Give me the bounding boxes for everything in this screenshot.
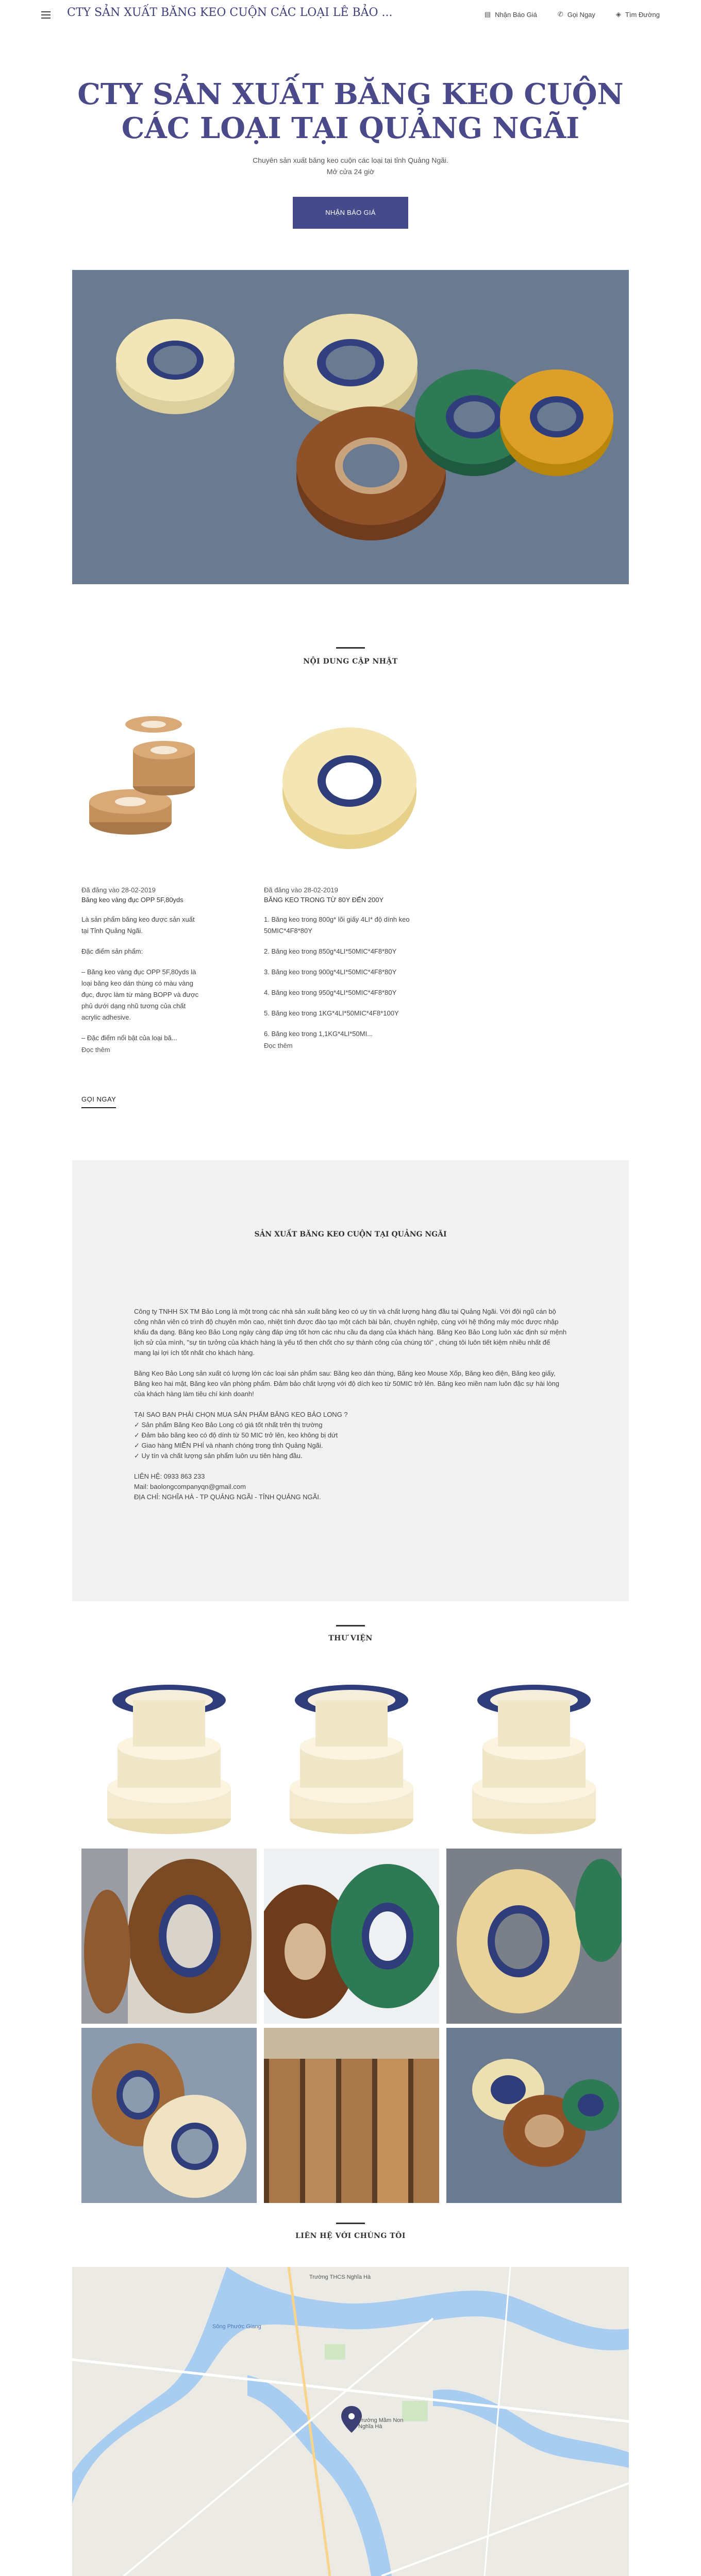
about-body bbox=[134, 1307, 567, 1502]
map-label-river: Sông Phước Giang bbox=[212, 2324, 261, 2330]
top-bar bbox=[0, 0, 701, 31]
post-2-body bbox=[264, 914, 434, 1040]
hamburger-menu-icon[interactable] bbox=[41, 11, 51, 19]
post-2-image[interactable] bbox=[264, 693, 435, 865]
get-quote-button[interactable]: NHẬN BÁO GIÁ bbox=[293, 197, 408, 229]
post-1-read-more-link[interactable]: Đọc thêm bbox=[81, 1046, 110, 1054]
post-2-read-more-link[interactable]: Đọc thêm bbox=[264, 1042, 293, 1049]
gallery-image[interactable] bbox=[264, 1669, 439, 1844]
hero-title bbox=[52, 77, 649, 145]
about-list-heading: TẠI SAO BẠN PHẢI CHỌN MUA SẢN PHẨM BĂNG KEO BẢO LONG ? bbox=[134, 1411, 348, 1418]
about-list-item: ✓ Sản phẩm Băng Keo Bảo Long có giá tốt nhất trên thị trường bbox=[134, 1421, 323, 1429]
directions-icon: ◈ bbox=[615, 10, 621, 18]
site-title[interactable]: CTY SẢN XUẤT BĂNG KEO CUỘN CÁC LOẠI LÊ BẢO ... bbox=[67, 6, 393, 19]
map-label-school: Trường THCS Nghĩa Hà bbox=[309, 2274, 371, 2280]
post-1-paragraph: – Băng keo vàng đục OPP 5F,80yds là loại băng keo dán thùng có màu vàng đục, được làm từ màng BOPP và được phủ dưới dạng nhũ tương của chất acrylic adhesive. bbox=[81, 968, 199, 1021]
post-1-date: Đã đăng vào 28-02-2019 bbox=[81, 886, 156, 894]
nav-directions-label: Tìm Đường bbox=[625, 10, 660, 19]
location-map[interactable] bbox=[72, 2267, 629, 2576]
gallery-image[interactable] bbox=[81, 1669, 257, 1844]
about-list-item: ✓ Uy tín và chất lượng sản phẩm luôn ưu tiên hàng đầu. bbox=[134, 1452, 303, 1460]
about-contact-address: ĐỊA CHỈ: NGHĨA HÀ - TP QUẢNG NGÃI - TỈNH QUẢNG NGÃI. bbox=[134, 1493, 321, 1501]
post-2-paragraph: 5. Băng keo trong 1KG*4LI*50MIC*4F8*100Y bbox=[264, 1009, 399, 1017]
hero-subtitle-line-1: Chuyên sản xuất băng keo cuộn các loại tại tỉnh Quảng Ngãi. bbox=[253, 156, 448, 164]
post-1-title[interactable]: Băng keo vàng đục OPP 5F,80yds bbox=[81, 896, 183, 904]
about-contact-phone: LIÊN HỆ: 0933 863 233 bbox=[134, 1472, 205, 1480]
post-1-paragraph: Là sản phẩm băng keo được sản xuất tại Tỉnh Quảng Ngãi. bbox=[81, 916, 195, 935]
hero-tape-image bbox=[72, 270, 629, 584]
post-2-paragraph: 3. Băng keo trong 900g*4LI*50MIC*4F8*80Y bbox=[264, 968, 397, 976]
post-2 bbox=[264, 886, 434, 1049]
about-paragraph: Công ty TNHH SX TM Bảo Long là một trong các nhà sản xuất băng keo có uy tín và chất lượng hàng đầu tại Quảng Ngãi. Với đội ngũ cán bộ công nhân viên có trình độ chuyên môn cao, nhiệt tình được đào tạo một cách bài bản, chuyên nghiệp, cùng với hệ thống máy móc được nhập khẩu đa dạng. Băng keo Bảo Long ngày càng đáp ứng tốt hơn các nhu cầu đa dạng của khách hàng. Băng Keo Bảo Long luôn xác định sứ mệnh lịch sử của mình, "sự tin tưởng của khách hàng là yếu tố then chốt cho sự thành công của chúng tôi" , chúng tôi luôn tiết kiệm nhiều nhất để mang lại lợi ích tốt nhất cho khách hàng. bbox=[134, 1308, 567, 1357]
post-1 bbox=[81, 886, 252, 1054]
gallery-image[interactable] bbox=[446, 2028, 622, 2203]
hero-title-line-1: CTY SẢN XUẤT BĂNG KEO CUỘN bbox=[77, 77, 624, 111]
about-list-item: ✓ Giao hàng MIỄN PHÍ và nhanh chóng trong tỉnh Quảng Ngãi. bbox=[134, 1442, 323, 1449]
gallery-divider bbox=[336, 1625, 365, 1626]
post-2-paragraph: 6. Băng keo trong 1,1KG*4LI*50MI... bbox=[264, 1030, 373, 1038]
nav-call-link[interactable] bbox=[558, 10, 595, 19]
phone-icon: ✆ bbox=[557, 10, 563, 18]
post-1-paragraph: Đặc điểm sản phẩm: bbox=[81, 947, 143, 955]
about-contact-mail: Mail: baolongcompanyqn@gmail.com bbox=[134, 1483, 246, 1490]
post-1-image[interactable] bbox=[81, 693, 200, 857]
post-2-paragraph: 4. Băng keo trong 950g*4LI*50MIC*4F8*80Y bbox=[264, 989, 397, 996]
post-1-paragraph: – Đặc điểm nổi bật của loại bă... bbox=[81, 1034, 177, 1042]
gallery-image[interactable] bbox=[81, 1849, 257, 2024]
updates-heading: NỘI DUNG CẬP NHẬT bbox=[303, 657, 398, 666]
quote-icon: ▤ bbox=[484, 10, 491, 18]
post-2-title[interactable]: BĂNG KEO TRONG TỪ 80Y ĐẾN 200Y bbox=[264, 896, 384, 904]
top-nav bbox=[485, 10, 660, 19]
nav-quote-label: Nhận Báo Giá bbox=[495, 10, 537, 19]
hero-subtitle bbox=[196, 155, 505, 177]
map-label-kindergarten: Trường Mầm Non Nghĩa Hà bbox=[358, 2417, 404, 2430]
about-section bbox=[72, 1160, 629, 1601]
nav-directions-link[interactable] bbox=[616, 10, 660, 19]
gallery-image[interactable] bbox=[81, 2028, 257, 2203]
call-now-link[interactable]: GỌI NGAY bbox=[81, 1095, 116, 1108]
about-list-item: ✓ Đảm bảo băng keo có độ dính từ 50 MIC trở lên, keo không bị dứt bbox=[134, 1431, 338, 1439]
post-2-paragraph: 1. Băng keo trong 800g* lõi giấy 4LI* độ dính keo 50MIC*4F8*80Y bbox=[264, 916, 410, 935]
gallery-image[interactable] bbox=[264, 1849, 439, 2024]
gallery-image[interactable] bbox=[264, 2028, 439, 2203]
hero-title-line-2: CÁC LOẠI TẠI QUẢNG NGÃI bbox=[121, 111, 580, 145]
contact-heading: LIÊN HỆ VỚI CHÚNG TÔI bbox=[295, 2232, 406, 2240]
updates-divider bbox=[336, 647, 365, 649]
gallery-image[interactable] bbox=[446, 1849, 622, 2024]
hero-subtitle-line-2: Mở cửa 24 giờ bbox=[326, 167, 375, 176]
about-heading: SẢN XUẤT BĂNG KEO CUỘN TẠI QUẢNG NGÃI bbox=[254, 1230, 447, 1239]
nav-call-label: Gọi Ngay bbox=[567, 10, 595, 19]
nav-quote-link[interactable] bbox=[485, 10, 537, 19]
post-2-date: Đã đăng vào 28-02-2019 bbox=[264, 886, 338, 894]
gallery-image[interactable] bbox=[446, 1669, 622, 1844]
post-1-body bbox=[81, 914, 200, 1044]
gallery-heading: THƯ VIỆN bbox=[328, 1634, 373, 1642]
contact-divider bbox=[336, 2223, 365, 2224]
post-2-paragraph: 2. Băng keo trong 850g*4LI*50MIC*4F8*80Y bbox=[264, 947, 397, 955]
about-paragraph: Băng Keo Bảo Long sản xuất có lượng lớn các loại sản phẩm sau: Băng keo dán thùng, Băng keo Mouse Xốp, Băng keo điện, Băng keo giấy, Băng keo hai mặt, Băng keo văn phòng phẩm. Đảm bảo chất lượng với độ dích keo từ 50MIC trở lên. Băng keo miền nam luôn đặc sự hài lòng của khách hàng làm tiêu chí kinh doanh! bbox=[134, 1369, 559, 1398]
